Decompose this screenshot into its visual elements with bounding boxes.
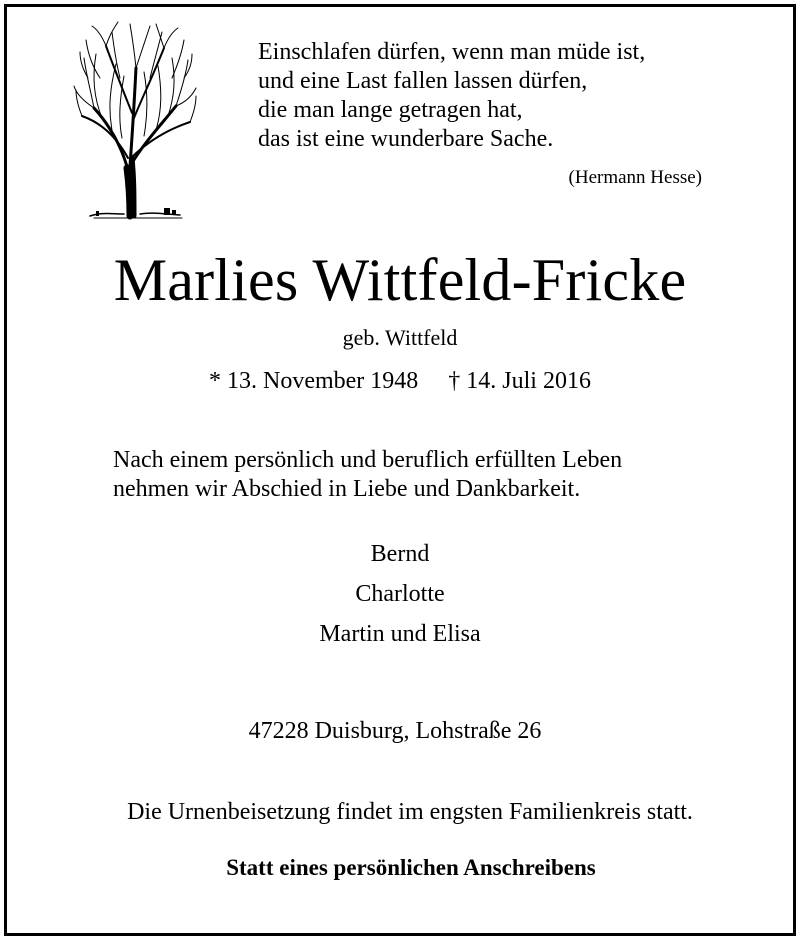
burial-notice: Die Urnenbeisetzung findet im engsten Familienkreis statt.: [127, 799, 693, 825]
mourners-list: [0, 534, 800, 654]
address: 47228 Duisburg, Lohstraße 26: [248, 718, 542, 744]
mourner-name: Bernd: [370, 541, 430, 567]
poem-line: Einschlafen dürfen, wenn man müde ist,: [258, 39, 646, 65]
birth-date: * 13. November 1948: [209, 368, 419, 394]
poem-line: die man lange getragen hat,: [258, 97, 523, 123]
death-date: † 14. Juli 2016: [448, 368, 591, 394]
mourner-name: Charlotte: [355, 581, 445, 607]
poem: [258, 38, 645, 154]
birth-name: geb. Wittfeld: [342, 325, 458, 350]
life-dates: [0, 368, 800, 395]
poem-author: (Hermann Hesse): [568, 167, 702, 188]
tree-icon: [72, 18, 198, 220]
farewell-line: nehmen wir Abschied in Liebe und Dankbarkeit.: [113, 476, 581, 502]
closing-note: Statt eines persönlichen Anschreibens: [226, 855, 596, 880]
farewell-text: [113, 446, 622, 504]
poem-line: das ist eine wunderbare Sache.: [258, 126, 554, 152]
mourner-name: Martin und Elisa: [319, 621, 481, 647]
poem-line: und eine Last fallen lassen dürfen,: [258, 68, 588, 94]
deceased-name: Marlies Wittfeld-Fricke: [113, 247, 687, 313]
farewell-line: Nach einem persönlich und beruflich erfüllten Leben: [113, 447, 623, 473]
